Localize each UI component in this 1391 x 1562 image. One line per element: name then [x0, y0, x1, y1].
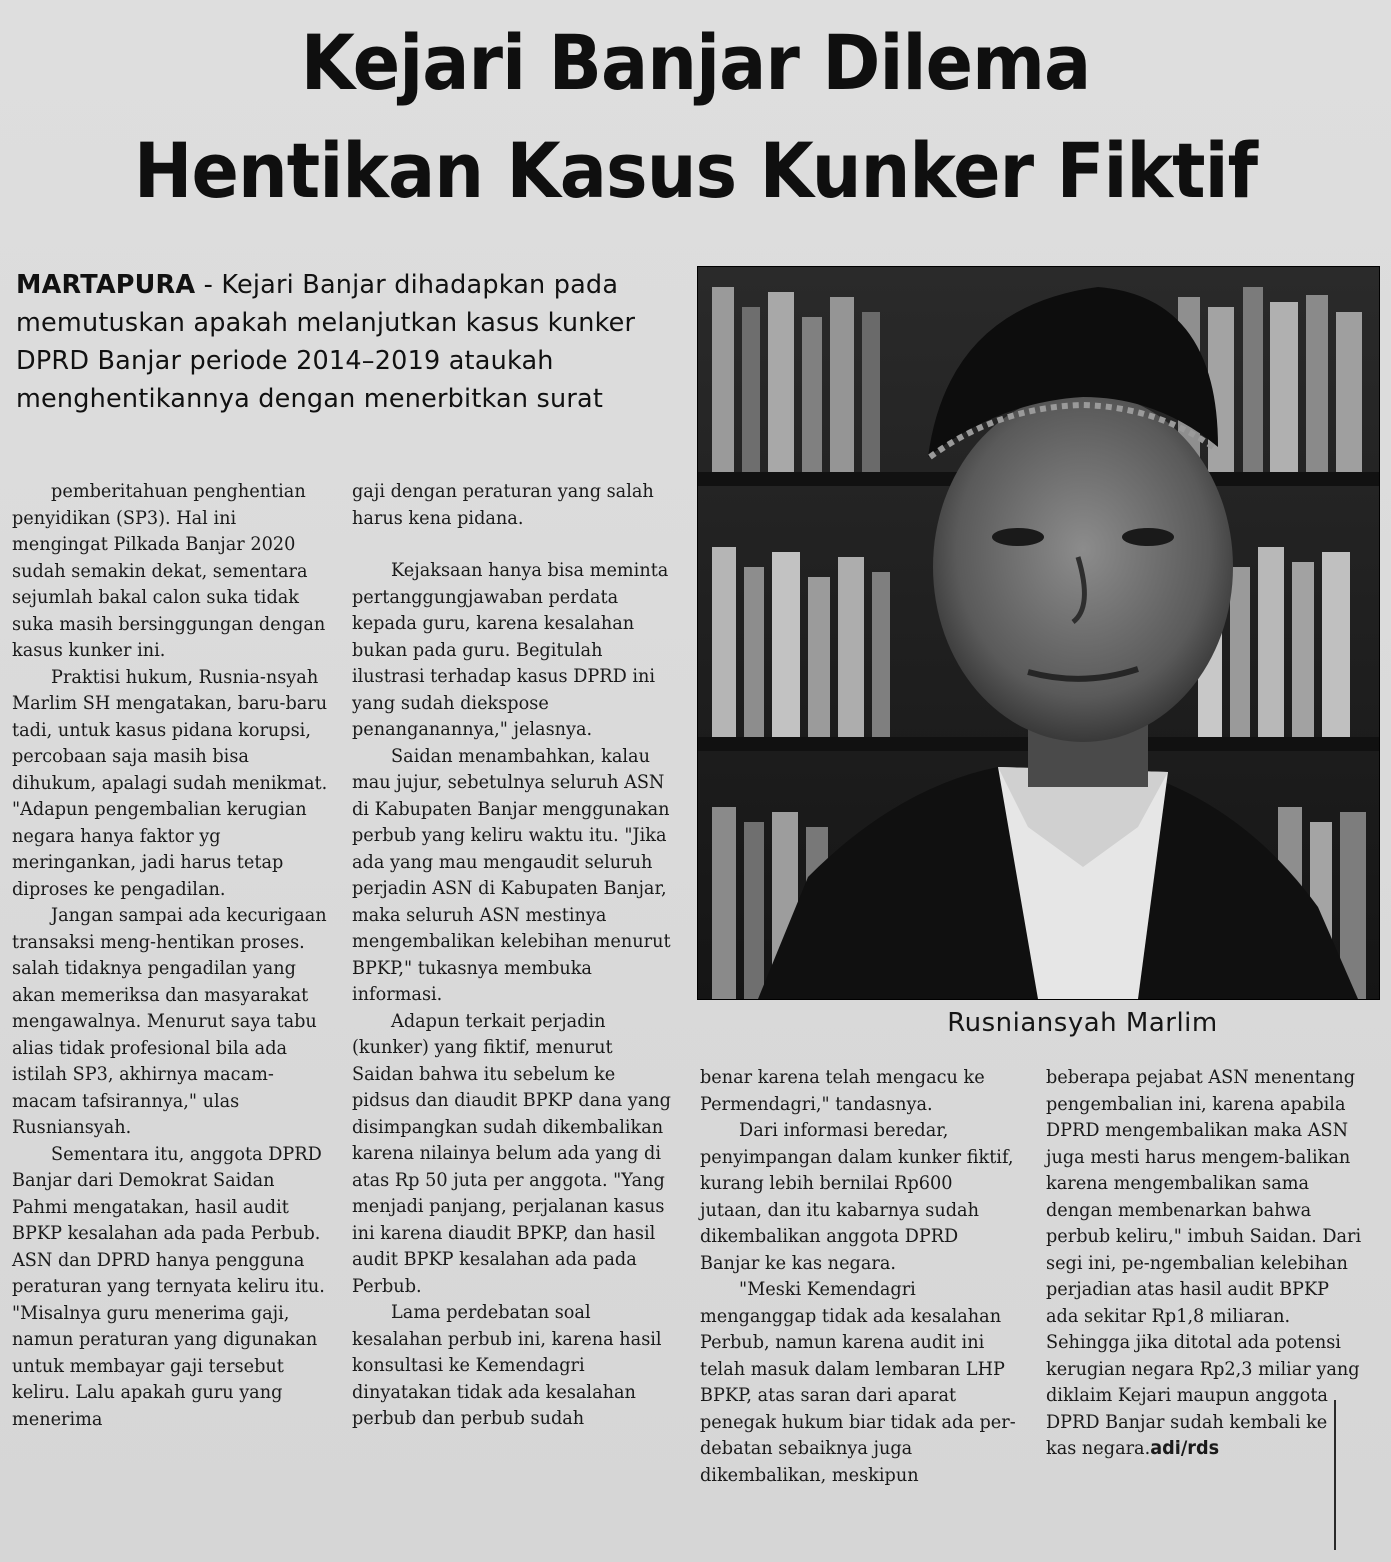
paragraph: Sementara itu, anggota DPRD Banjar dari Demokrat Saidan Pahmi mengatakan, hasil audit BPKP kesalahan ada pada Perbub. ASN dan DPRD hanya pengguna peraturan yang ternyata keliru itu. "Misalnya guru menerima gaji, namun peraturan yang digunakan untuk membayar gaji tersebut keliru. Lalu apakah guru yang menerima — [12, 1142, 325, 1430]
column-rule — [1334, 1400, 1336, 1550]
lead-text: - Kejari Banjar dihadapkan pada memutuskan apakah melanjutkan kasus kunker DPRD Banjar periode 2014–2019 ataukah menghentikannya dengan menerbitkan surat — [16, 270, 636, 414]
paragraph: Saidan menambahkan, kalau mau jujur, sebetulnya seluruh ASN di Kabupaten Banjar menggunakan perbub yang keliru waktu itu. "Jika ada yang mau mengaudit seluruh perjadin ASN di Kabupaten Banjar, maka seluruh ASN mestinya mengembalikan kelebihan menurut BPKP," tukasnya membuka informasi. — [352, 744, 671, 1005]
paragraph: Praktisi hukum, Rusnia-nsyah Marlim SH mengatakan, baru-baru tadi, untuk kasus pidana korupsi, percobaan saja masih bisa dihukum, apalagi sudah menikmat. "Adapun pengembalian kerugian negara hanya faktor yg meringankan, jadi harus tetap diproses ke pengadilan. — [12, 665, 328, 900]
paragraph: "Meski Kemendagri menganggap tidak ada kesalahan Perbub, namun karena audit ini telah masuk dalam lembaran LHP BPKP, atas saran dari aparat penegak hukum biar tidak ada per-debatan sebaiknya juga dikembalikan, meskipun — [700, 1278, 1016, 1486]
paragraph: pemberitahuan penghentian penyidikan (SP3). Hal ini mengingat Pilkada Banjar 2020 sudah semakin dekat, sementara sejumlah bakal calon suka tidak suka masih bersinggungan dengan kasus kunker ini. — [12, 480, 326, 661]
author-signature: adi/rds — [1150, 1437, 1220, 1459]
paragraph: Lama perdebatan soal kesalahan perbub ini, karena hasil konsultasi ke Kemendagri dinyatakan tidak ada kesalahan perbub dan perbub sudah — [352, 1301, 662, 1429]
article-column-2 — [352, 478, 673, 1432]
article-column-4 — [1046, 1064, 1362, 1462]
closing-text: beberapa pejabat ASN menentang pengembalian ini, karena apabila DPRD mengembalikan maka ASN juga mesti harus mengem-balikan karena mengembalikan sama dengan membenarkan bahwa perbub keliru," imbuh Saidan. Dari segi ini, pe-ngembalian kelebihan perjadian atas hasil audit BPKP ada sekitar Rp1,8 miliaran. Sehingga jika ditotal ada potensi kerugian negara Rp2,3 miliar yang diklaim Kejari maupun anggota DPRD Banjar sudah kembali ke kas negara. — [1046, 1066, 1362, 1459]
paragraph: gaji dengan peraturan yang salah harus kena pidana. — [352, 480, 654, 529]
lead-paragraph — [16, 266, 676, 418]
paragraph: Adapun terkait perjadin (kunker) yang fiktif, menurut Saidan bahwa itu sebelum ke pidsus dan diaudit BPKP dana yang disimpangkan sudah dikembalikan karena nilainya belum ada yang di atas Rp 50 juta per anggota. "Yang menjadi panjang, perjalanan kasus ini karena diaudit BPKP, dan hasil audit BPKP kesalahan ada pada Perbub. — [352, 1009, 671, 1297]
paragraph: Dari informasi beredar, penyimpangan dalam kunker fiktif, kurang lebih bernilai Rp600 jutaan, dan itu kabarnya sudah dikembalikan anggota DPRD Banjar ke kas negara. — [700, 1119, 1014, 1274]
portrait-illustration — [698, 267, 1379, 999]
dateline: MARTAPURA — [16, 270, 196, 300]
paragraph: benar karena telah mengacu ke Permendagri," tandasnya. — [700, 1066, 985, 1115]
paragraph: Jangan sampai ada kecurigaan transaksi meng-hentikan proses. salah tidaknya pengadilan yang akan memeriksa dan masyarakat mengawalnya. Menurut saya tabu alias tidak profesional bila ada istilah SP3, akhirnya macam-macam tafsirannya," ulas Rusniansyah. — [12, 904, 327, 1138]
article-column-3 — [700, 1064, 1016, 1488]
paragraph: Kejaksaan hanya bisa meminta pertanggungjawaban perdata kepada guru, karena kesalahan bukan pada guru. Begitulah ilustrasi terhadap kasus DPRD ini yang sudah diekspose penanganannya," jelasnya. — [352, 559, 669, 740]
headline-line-1: Kejari Banjar Dilema — [300, 18, 1091, 107]
article-column-1 — [12, 478, 333, 1432]
paragraph — [1046, 1064, 1362, 1462]
headline-line-2: Hentikan Kasus Kunker Fiktif — [133, 126, 1258, 215]
photo-caption: Rusniansyah Marlim — [947, 1008, 1218, 1038]
portrait-photo — [697, 266, 1380, 1000]
